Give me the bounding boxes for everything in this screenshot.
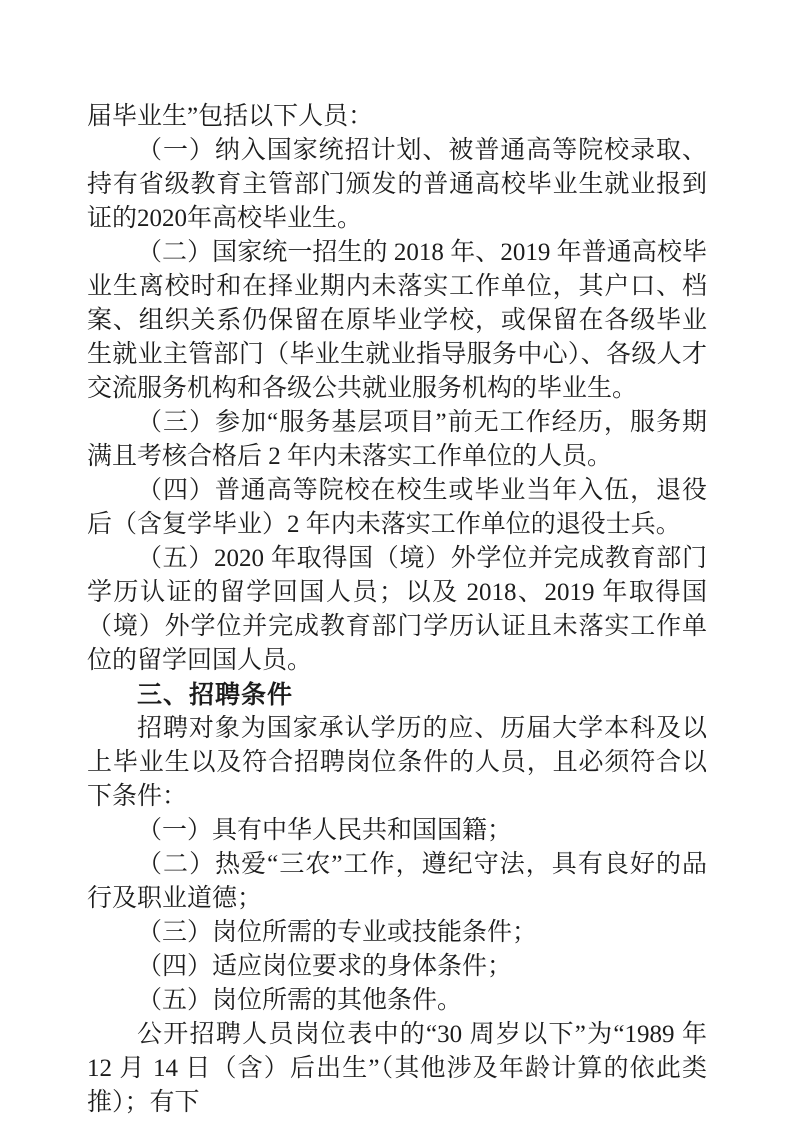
paragraph-condition-1-nationality: （一）具有中华人民共和国国籍； (137, 817, 513, 844)
paragraph-clause-4-veterans: （四）普通高等院校在校生或毕业当年入伍，退役后（含复学毕业）2 年内未落实工作单位的退役士兵。 (87, 477, 707, 538)
document-body-text (87, 100, 707, 1120)
paragraph-recruitment-target: 招聘对象为国家承认学历的应、历届大学本科及以上毕业生以及符合招聘岗位条件的人员，且必须符合以下条件： (87, 715, 707, 810)
paragraph-age-limit-note: 公开招聘人员岗位表中的“30 周岁以下”为“1989 年 12 月 14 日（含）后出生”（其他涉及年龄计算的依此类推）；有下 (87, 1021, 707, 1116)
section-heading-recruitment-conditions: 三、招聘条件 (137, 681, 294, 709)
paragraph-clause-1-2020-graduates: （一）纳入国家统招计划、被普通高等院校录取、持有省级教育主管部门颁发的普通高校毕业生就业报到证的2020年高校毕业生。 (87, 137, 707, 232)
paragraph-condition-4-physical: （四）适应岗位要求的身体条件； (137, 953, 513, 980)
paragraph-continuation-graduates-definition: 届毕业生”包括以下人员： (87, 103, 374, 130)
paragraph-condition-3-skills: （三）岗位所需的专业或技能条件； (137, 919, 538, 946)
paragraph-condition-5-other: （五）岗位所需的其他条件。 (137, 987, 463, 1014)
paragraph-clause-3-grassroots-service: （三）参加“服务基层项目”前无工作经历，服务期满且考核合格后 2 年内未落实工作单位的人员。 (87, 409, 707, 470)
paragraph-clause-2-2018-2019-graduates: （二）国家统一招生的 2018 年、2019 年普通高校毕业生离校时和在择业期内未落实工作单位，其户口、档案、组织关系仍保留在原毕业学校，或保留在各级毕业生就业主管部门（毕业生就业指导服务中心）、各级人才交流服务机构和各级公共就业服务机构的毕业生。 (87, 239, 707, 402)
paragraph-condition-2-conduct: （二）热爱“三农”工作，遵纪守法，具有良好的品行及职业道德； (87, 851, 707, 912)
paragraph-clause-5-overseas-returnees: （五）2020 年取得国（境）外学位并完成教育部门学历认证的留学回国人员；以及 2018、2019 年取得国（境）外学位并完成教育部门学历认证且未落实工作单位的留学回国人员。 (87, 545, 707, 674)
